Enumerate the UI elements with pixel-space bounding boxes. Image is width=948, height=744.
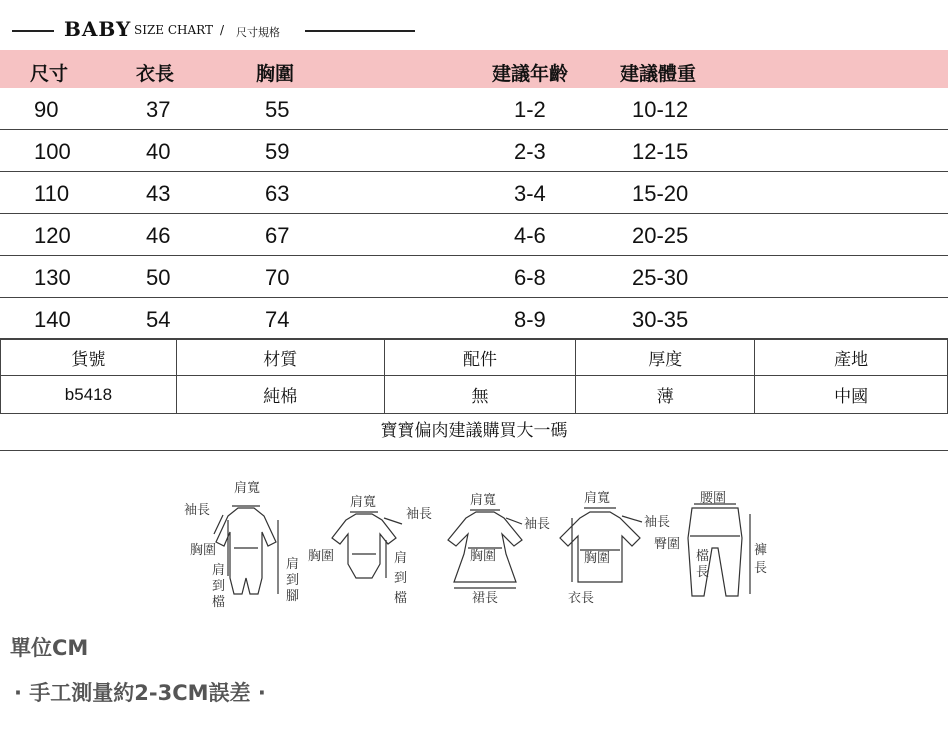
cell-chest: 70 [265, 265, 290, 290]
cell-weight: 12-15 [632, 139, 689, 164]
cell-age: 2-3 [514, 139, 546, 164]
bodysuit-sleeve-label: 袖長 [406, 507, 433, 522]
dress-skirt-label: 裙長 [472, 591, 499, 606]
table-row [0, 130, 948, 172]
pants-length-label-2: 長 [754, 561, 768, 576]
cell-length: 43 [146, 181, 171, 206]
cell-length: 50 [146, 265, 171, 290]
brand-title: BABY [64, 17, 132, 41]
size-chart-header [0, 14, 948, 48]
table-row [0, 88, 948, 130]
cell-chest: 74 [265, 307, 290, 332]
info-header-origin: 產地 [755, 339, 948, 376]
pants-length-label-1: 褲 [754, 543, 768, 558]
cell-size: 140 [34, 307, 71, 332]
measurement-error-note: · 手工測量約2-3CM誤差 · [14, 681, 266, 705]
cell-age: 1-2 [514, 97, 546, 122]
header-size: 尺寸 [30, 63, 69, 85]
info-accessories: 無 [384, 376, 576, 414]
romper-foot-label-3: 腳 [286, 589, 300, 604]
romper-foot-label-1: 肩 [286, 557, 300, 572]
info-thickness: 薄 [576, 376, 755, 414]
size-table-header [0, 50, 948, 88]
cell-size: 110 [34, 181, 70, 206]
cell-length: 40 [146, 139, 171, 164]
cell-age: 4-6 [514, 223, 546, 248]
table-row [0, 298, 948, 340]
header-right-rule [305, 30, 415, 32]
cell-chest: 55 [265, 97, 290, 122]
bodysuit-crotch-label-3: 檔 [394, 591, 408, 606]
header-length: 衣長 [136, 63, 175, 85]
header-chest: 胸圍 [256, 63, 295, 85]
info-header-material: 材質 [176, 339, 384, 376]
cell-size: 130 [34, 265, 71, 290]
cell-weight: 30-35 [632, 307, 689, 332]
pants-diagram [654, 491, 767, 596]
cell-age: 6-8 [514, 265, 546, 290]
pants-crotch-label-2: 長 [696, 565, 710, 580]
bodysuit-sleeve-arrow [384, 518, 402, 524]
dress-diagram [448, 493, 550, 606]
bodysuit-diagram [308, 495, 432, 606]
brand-subtitle: SIZE CHART [134, 23, 214, 37]
romper-crotch-label-1: 肩 [212, 563, 226, 578]
info-header-sku: 貨號 [1, 339, 177, 376]
table-row [0, 172, 948, 214]
cell-chest: 59 [265, 139, 290, 164]
romper-crotch-label-3: 檔 [212, 595, 226, 610]
shirt-shoulder-label: 肩寬 [584, 491, 611, 506]
cell-size: 120 [34, 223, 71, 248]
unit-label: 單位CM [10, 636, 89, 660]
romper-sleeve-label: 袖長 [184, 503, 211, 518]
info-value-row [1, 376, 948, 414]
cell-age: 8-9 [514, 307, 546, 332]
measurement-diagrams [176, 478, 776, 618]
header-slash: / [220, 23, 225, 37]
info-material: 純棉 [176, 376, 384, 414]
cell-weight: 25-30 [632, 265, 689, 290]
header-cn-title: 尺寸規格 [236, 26, 280, 39]
cell-age: 3-4 [514, 181, 546, 206]
pants-hip-label: 臀圍 [654, 537, 681, 552]
romper-foot-label-2: 到 [286, 573, 300, 588]
pants-crotch-label-1: 檔 [696, 549, 710, 564]
product-info-table [0, 338, 948, 414]
info-origin: 中國 [755, 376, 948, 414]
header-left-rule [12, 30, 54, 32]
cell-weight: 20-25 [632, 223, 689, 248]
table-row [0, 256, 948, 298]
dress-sleeve-label: 袖長 [524, 517, 551, 532]
romper-chest-label: 胸圍 [190, 543, 217, 558]
cell-weight: 10-12 [632, 97, 689, 122]
size-table-body [0, 88, 948, 340]
cell-size: 90 [34, 97, 59, 122]
info-sku: b5418 [1, 376, 177, 414]
info-header-row [1, 339, 948, 376]
bodysuit-crotch-label-1: 肩 [394, 551, 408, 566]
bodysuit-crotch-label-2: 到 [394, 571, 408, 586]
cell-length: 46 [146, 223, 171, 248]
sizing-advice: 寶寶偏肉建議購買大一碼 [0, 413, 948, 451]
shirt-chest-label: 胸圍 [584, 551, 611, 566]
bodysuit-chest-label: 胸圍 [308, 549, 335, 564]
romper-crotch-label-2: 到 [212, 579, 226, 594]
cell-chest: 67 [265, 223, 290, 248]
cell-size: 100 [34, 139, 71, 164]
header-weight: 建議體重 [620, 63, 697, 85]
cell-weight: 15-20 [632, 181, 689, 206]
dress-chest-label: 胸圍 [470, 549, 497, 564]
bodysuit-shoulder-label: 肩寬 [350, 495, 377, 510]
shirt-length-label: 衣長 [568, 591, 595, 606]
dress-outline [448, 512, 522, 582]
dress-shoulder-label: 肩寬 [470, 493, 497, 508]
romper-diagram [184, 481, 299, 610]
cell-length: 54 [146, 307, 171, 332]
table-row [0, 214, 948, 256]
romper-shoulder-label: 肩寬 [234, 481, 261, 496]
cell-chest: 63 [265, 181, 290, 206]
shirt-sleeve-label: 袖長 [644, 515, 671, 530]
shirt-sleeve-arrow [622, 516, 642, 522]
header-age: 建議年齡 [492, 63, 569, 85]
info-header-thickness: 厚度 [576, 339, 755, 376]
pants-waist-label: 腰圍 [700, 491, 727, 506]
cell-length: 37 [146, 97, 171, 122]
info-header-accessories: 配件 [384, 339, 576, 376]
